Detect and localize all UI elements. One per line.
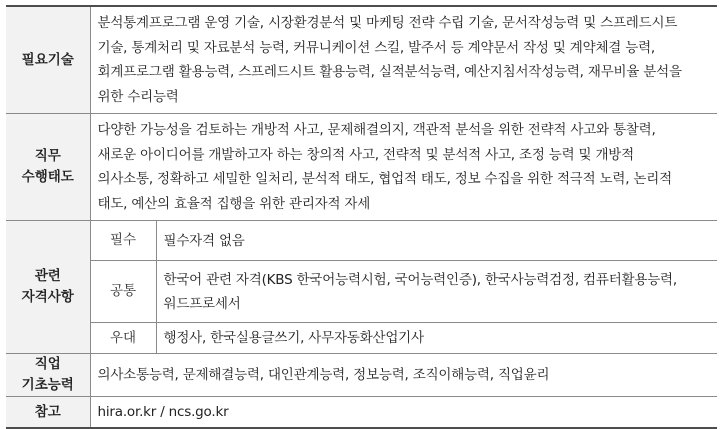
certs-label-line: 자격사항 (21, 289, 74, 305)
reference-content (90, 397, 717, 429)
basic-label-line: 직업 (34, 356, 61, 372)
attitude-line: 태도, 예산의 효율적 집행을 위한 관리자적 자세 (97, 195, 371, 212)
skills-line: 위한 수리능력 (97, 88, 179, 105)
skills-line: 기술, 통계처리 및 자료분석 능력, 커뮤니케이션 스킬, 발주서 등 계약문서 작성 및 계약체결 능력, (97, 39, 656, 56)
certs-header (6, 221, 90, 354)
certs-preferred-row (6, 323, 717, 354)
reference-header (6, 397, 90, 429)
certs-required-content (156, 221, 717, 261)
reference-line: hira.or.kr / ncs.go.kr (97, 404, 229, 420)
attitude-label-line: 직무 (34, 148, 61, 164)
basic-row (6, 354, 717, 397)
skills-content (90, 6, 717, 114)
certs-label-line: 관련 (34, 268, 61, 284)
skills-label: 필요기술 (21, 51, 74, 68)
basic-line: 의사소통능력, 문제해결능력, 대인관계능력, 정보능력, 조직이해능력, 직업윤리 (97, 367, 550, 383)
attitude-header (6, 114, 90, 221)
basic-content (90, 354, 717, 397)
certs-preferred-label: 우대 (90, 323, 156, 354)
certs-required-line: 필수자격 없음 (163, 232, 245, 249)
certs-common-label: 공통 (90, 261, 156, 323)
attitude-label-line: 수행태도 (21, 169, 74, 185)
reference-row (6, 397, 717, 429)
attitude-content (90, 114, 717, 221)
certs-preferred-content (156, 323, 717, 354)
job-description-table (6, 5, 717, 429)
basic-label-line: 기초능력 (21, 377, 74, 393)
reference-label: 참고 (34, 403, 61, 420)
attitude-line: 의사소통, 정확하고 세밀한 일처리, 분석적 태도, 협업적 태도, 정보 수집을 위한 적극적 노력, 논리적 (97, 171, 672, 187)
attitude-line: 다양한 가능성을 검토하는 개방적 사고, 문제해결의지, 객관적 분석을 위한 전략적 사고와 통찰력, (97, 122, 656, 138)
attitude-row (6, 114, 717, 221)
certs-common-line: 한국어 관련 자격(KBS 한국어능력시험, 국어능력인증), 한국사능력검정, 컴퓨터활용능력, (163, 271, 677, 288)
skills-header (6, 6, 90, 114)
certs-common-content (156, 261, 717, 323)
attitude-line: 새로운 아이디어를 개발하고자 하는 창의적 사고, 전략적 및 분석적 사고, 조정 능력 및 개방적 (97, 146, 634, 163)
certs-common-line: 워드프로세서 (163, 295, 241, 312)
certs-preferred-line: 행정사, 한국실용글쓰기, 사무자동화산업기사 (163, 330, 424, 346)
basic-header (6, 354, 90, 397)
skills-row (6, 6, 717, 114)
certs-common-row (6, 261, 717, 323)
certs-required-label: 필수 (90, 221, 156, 261)
skills-line: 분석통계프로그램 운영 기술, 시장환경분석 및 마케팅 전략 수립 기술, 문서작성능력 및 스프레드시트 (97, 15, 678, 31)
certs-required-row (6, 221, 717, 261)
skills-line: 회계프로그램 활용능력, 스프레드시트 활용능력, 실적분석능력, 예산지침서작성능력, 재무비율 분석을 (97, 64, 682, 80)
